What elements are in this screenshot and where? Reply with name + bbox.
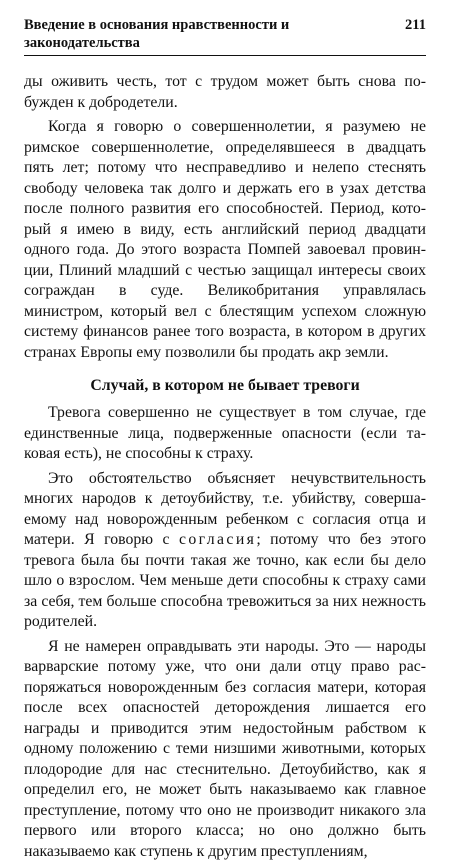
paragraph-text-after: ; потому что без этого тревога была бы почти такая же точно, как если бы дело шло о взрослом. Чем меньше дети способны к страху сами за себя, тем больше способна тревожиться за них нежность родителей. [24, 531, 426, 630]
paragraph-barbarous-peoples: Я не намерен оправдывать эти народы. Это — народы варварские потому уже, что они дали отцу право распоряжаться новорожденным без согласия матери, которая после всех опасностей деторождения лишается его награды и приводится этим недостойным рабством к одному положению с теми низшими животными, которых плодородие для нас стеснительно. Детоубийство, как я определил его, не может быть наказываемо как главное преступление, потому что оно не производит никакого зла первого или второго класса; но оно должно быть наказываемо как ступень к другим преступлениям, [24, 637, 426, 862]
paragraph-continuation: ды оживить честь, тот с трудом может быть снова побужден к добродетели. [24, 72, 426, 113]
paragraph-no-alarm: Тревога совершенно не существует в том случае, где единственные лица, подверженные опасности (если таковая есть), не способны к страху. [24, 403, 426, 465]
running-title: Введение в основания нравственности и законодательства [24, 16, 405, 52]
paragraph-infanticide [24, 469, 426, 633]
paragraph-majority: Когда я говорю о совершеннолетии, я разумею не римское совершеннолетие, определявшееся в двадцать пять лет; потому что несправедливо и нелепо стеснять свободу человека так долго и держать его в узах детства после полного развития его способностей. Период, который я имею в виду, есть английский период двадцати одного года. До этого возраста Помпей завоевал провинции, Плиний младший с честью защищал интересы своих сограждан в суде. Великобритания управлялась министром, который вел с блестящим успехом сложную систему финансов ранее того возраста, в котором в других странах Европы ему позволили бы продать акр земли. [24, 117, 426, 363]
running-header [24, 16, 426, 56]
paragraph-text-before: Это обстоятельство объясняет нечувствительность многих народов к детоубийству, т.е. убийству, совершаемому над новорожденным ребенком с согласия отца и матери. Я говорю с [24, 470, 426, 549]
emphasized-word: согласия [179, 531, 256, 548]
section-heading: Случай, в котором не бывает тревоги [24, 376, 426, 396]
page-number: 211 [405, 16, 426, 34]
